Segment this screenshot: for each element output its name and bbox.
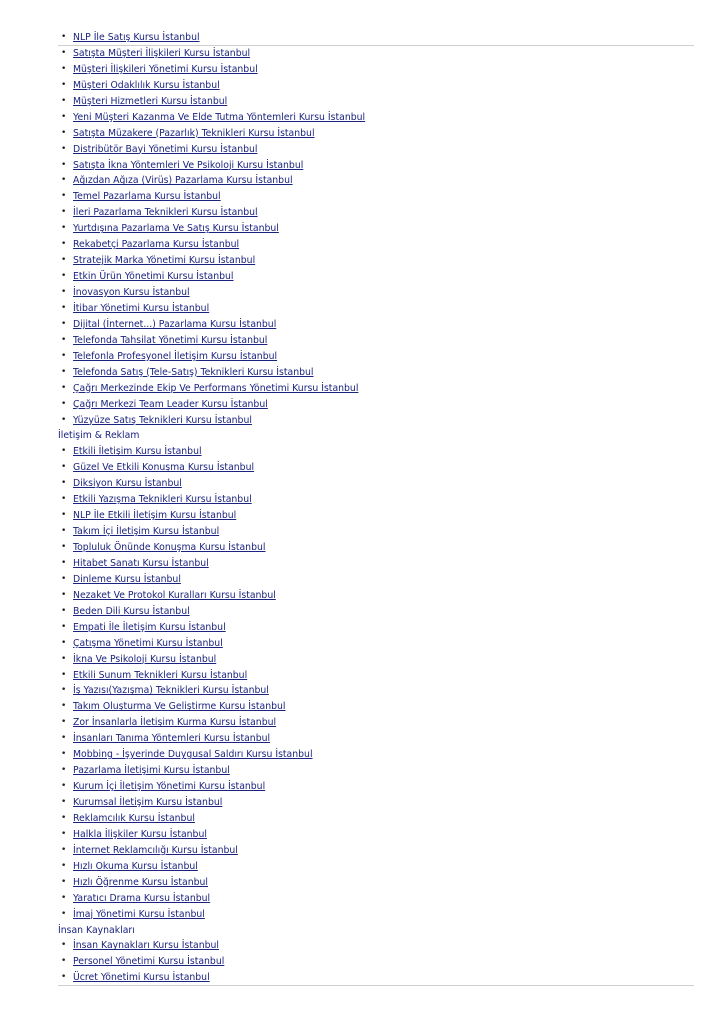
course-link[interactable]: Diksiyon Kursu İstanbul (73, 478, 182, 490)
course-link[interactable]: Etkili Sunum Teknikleri Kursu İstanbul (73, 669, 248, 681)
course-link[interactable]: Dinleme Kursu İstanbul (73, 573, 181, 585)
bullet-icon: • (61, 143, 67, 154)
list-item (58, 763, 694, 779)
list-item (58, 683, 694, 699)
course-link[interactable]: Müşteri Hizmetleri Kursu İstanbul (73, 95, 228, 107)
bullet-icon: • (61, 844, 67, 855)
course-link[interactable]: Personel Yönetimi Kursu İstanbul (73, 956, 225, 968)
list-item (58, 476, 694, 492)
list-item (58, 907, 694, 923)
list-item (58, 173, 694, 189)
list-item (58, 62, 694, 78)
bullet-icon: • (61, 510, 67, 521)
bullet-icon: • (61, 95, 67, 106)
bullet-icon: • (61, 255, 67, 266)
list-item (58, 859, 694, 875)
list-item (58, 46, 694, 62)
course-link[interactable]: Temel Pazarlama Kursu İstanbul (73, 191, 221, 203)
list-item (58, 94, 694, 110)
list-item (58, 572, 694, 588)
bullet-icon: • (61, 717, 67, 728)
bullet-icon: • (61, 111, 67, 122)
course-link[interactable]: İtibar Yönetimi Kursu İstanbul (73, 302, 210, 314)
bullet-icon: • (61, 271, 67, 282)
course-link[interactable]: Distribütör Bayi Yönetimi Kursu İstanbul (73, 143, 258, 155)
list-item (58, 795, 694, 811)
course-link[interactable]: Ağızdan Ağıza (Virüs) Pazarlama Kursu İstanbul (73, 175, 293, 187)
bullet-icon: • (61, 637, 67, 648)
bullet-icon: • (61, 127, 67, 138)
list-item (58, 779, 694, 795)
course-link[interactable]: NLP İle Satış Kursu İstanbul (73, 32, 200, 43)
bullet-icon: • (61, 701, 67, 712)
course-link[interactable]: Hitabet Sanatı Kursu İstanbul (73, 557, 209, 569)
course-link[interactable]: Rekabetçi Pazarlama Kursu İstanbul (73, 239, 240, 251)
bullet-icon: • (61, 350, 67, 361)
course-link[interactable]: Takım Oluşturma Ve Geliştirme Kursu İstanbul (73, 701, 286, 713)
bullet-icon: • (61, 302, 67, 313)
course-link[interactable]: Takım İçi İletişim Kursu İstanbul (73, 526, 220, 538)
list-item (58, 827, 694, 843)
list-item (58, 620, 694, 636)
bullet-icon: • (61, 860, 67, 871)
course-link[interactable]: Telefonda Satış (Tele-Satış) Teknikleri Kursu İstanbul (73, 366, 314, 378)
bullet-icon: • (61, 892, 67, 903)
course-link[interactable]: Yeni Müşteri Kazanma Ve Elde Tutma Yöntemleri Kursu İstanbul (73, 111, 366, 123)
bullet-icon: • (61, 239, 67, 250)
course-link[interactable]: Satışta Müzakere (Pazarlık) Teknikleri Kursu İstanbul (73, 127, 315, 139)
course-link[interactable]: Stratejik Marka Yönetimi Kursu İstanbul (73, 255, 256, 267)
bullet-icon: • (61, 446, 67, 457)
bullet-icon: • (61, 828, 67, 839)
bullet-icon: • (61, 605, 67, 616)
bullet-icon: • (61, 414, 67, 425)
list-item (58, 747, 694, 763)
section-header-label: İnsan Kaynakları (58, 924, 135, 936)
course-link[interactable]: Kurum İçi İletişim Yönetimi Kursu İstanbul (73, 781, 266, 793)
course-link[interactable]: Müşteri İlişkileri Yönetimi Kursu İstanbul (73, 63, 258, 75)
bullet-icon: • (61, 812, 67, 823)
list-item (58, 843, 694, 859)
course-link[interactable]: İnternet Reklamcılığı Kursu İstanbul (73, 844, 238, 856)
course-link[interactable]: İnovasyon Kursu İstanbul (73, 287, 190, 298)
list-item (58, 158, 694, 174)
course-link[interactable]: Etkili Yazışma Teknikleri Kursu İstanbul (73, 494, 252, 506)
list-item (58, 668, 694, 684)
bullet-icon: • (61, 972, 67, 983)
list-item (58, 381, 694, 397)
list-item (58, 205, 694, 221)
course-link[interactable]: Beden Dili Kursu İstanbul (73, 605, 190, 617)
bullet-icon: • (61, 32, 67, 42)
bullet-icon: • (61, 653, 67, 664)
list-item (58, 875, 694, 891)
list-item (58, 397, 694, 413)
list-item (58, 652, 694, 668)
list-item (58, 126, 694, 142)
list-item (58, 30, 694, 46)
course-link[interactable]: İş Yazısı(Yazışma) Teknikleri Kursu İstanbul (73, 685, 269, 697)
bullet-icon: • (61, 526, 67, 537)
course-link[interactable]: Yüzyüze Satış Teknikleri Kursu İstanbul (73, 414, 252, 426)
bullet-icon: • (61, 47, 67, 58)
course-link[interactable]: Kurumsal İletişim Kursu İstanbul (73, 797, 223, 808)
bullet-icon: • (61, 573, 67, 584)
bullet-icon: • (61, 589, 67, 600)
section-header (58, 428, 694, 444)
list-item (58, 938, 694, 954)
list-item (58, 349, 694, 365)
list-item (58, 492, 694, 508)
list-item (58, 524, 694, 540)
bullet-icon: • (61, 557, 67, 568)
course-link[interactable]: Çatışma Yönetimi Kursu İstanbul (73, 637, 223, 649)
bullet-icon: • (61, 685, 67, 696)
section-header (58, 923, 694, 939)
course-link[interactable]: Halkla İlişkiler Kursu İstanbul (73, 828, 207, 840)
course-link[interactable]: NLP İle Etkili İletişim Kursu İstanbul (73, 510, 237, 522)
course-link[interactable]: Etkili İletişim Kursu İstanbul (73, 446, 202, 458)
list-item (58, 604, 694, 620)
bullet-icon: • (61, 159, 67, 170)
list-item (58, 333, 694, 349)
course-link[interactable]: Hızlı Okuma Kursu İstanbul (73, 860, 198, 872)
bullet-icon: • (61, 876, 67, 887)
course-link[interactable]: Müşteri Odaklılık Kursu İstanbul (73, 79, 220, 91)
section-header-label: İletişim & Reklam (58, 430, 140, 442)
list-item (58, 269, 694, 285)
list-item (58, 444, 694, 460)
course-link[interactable]: İnsan Kaynakları Kursu İstanbul (73, 940, 220, 952)
bullet-icon: • (61, 382, 67, 393)
bullet-icon: • (61, 781, 67, 792)
list-item (58, 110, 694, 126)
bullet-icon: • (61, 956, 67, 967)
course-link[interactable]: Ücret Yönetimi Kursu İstanbul (73, 972, 210, 984)
course-list (58, 30, 694, 986)
course-link[interactable]: Topluluk Önünde Konuşma Kursu İstanbul (73, 542, 266, 553)
list-item (58, 891, 694, 907)
bullet-icon: • (61, 398, 67, 409)
course-link[interactable]: İmaj Yönetimi Kursu İstanbul (73, 908, 205, 920)
list-item (58, 317, 694, 333)
list-item (58, 78, 694, 94)
course-link[interactable]: İkna Ve Psikoloji Kursu İstanbul (73, 653, 217, 665)
bullet-icon: • (61, 175, 67, 186)
list-item (58, 365, 694, 381)
list-item (58, 556, 694, 572)
course-link[interactable]: Çağrı Merkezi Team Leader Kursu İstanbul (73, 398, 268, 410)
course-link[interactable]: İnsanları Tanıma Yöntemleri Kursu İstanbul (73, 733, 271, 745)
bullet-icon: • (61, 797, 67, 807)
course-link[interactable]: İleri Pazarlama Teknikleri Kursu İstanbul (73, 207, 258, 219)
list-item (58, 221, 694, 237)
bullet-icon: • (61, 287, 67, 297)
list-item (58, 699, 694, 715)
list-item (58, 731, 694, 747)
course-link[interactable]: Nezaket Ve Protokol Kuralları Kursu İstanbul (73, 589, 276, 601)
course-link[interactable]: Satışta Müşteri İlişkileri Kursu İstanbul (73, 47, 251, 59)
list-item (58, 508, 694, 524)
list-item (58, 460, 694, 476)
list-item (58, 189, 694, 205)
course-link[interactable]: Empati İle İletişim Kursu İstanbul (73, 621, 226, 633)
course-link[interactable]: Telefonda Tahsilat Yönetimi Kursu İstanbul (73, 334, 268, 346)
bullet-icon: • (61, 940, 67, 951)
course-link[interactable]: Hızlı Öğrenme Kursu İstanbul (73, 876, 208, 888)
list-item (58, 970, 694, 986)
bullet-icon: • (61, 462, 67, 473)
course-link[interactable]: Çağrı Merkezinde Ekip Ve Performans Yönetimi Kursu İstanbul (73, 382, 359, 394)
bullet-icon: • (61, 478, 67, 489)
bullet-icon: • (61, 749, 67, 760)
course-link[interactable]: Pazarlama İletişimi Kursu İstanbul (73, 765, 230, 777)
list-item (58, 413, 694, 429)
bullet-icon: • (61, 318, 67, 329)
list-item (58, 954, 694, 970)
course-link[interactable]: Yurtdışına Pazarlama Ve Satış Kursu İstanbul (73, 223, 279, 235)
bullet-icon: • (61, 334, 67, 345)
course-link[interactable]: Mobbing - İşyerinde Duygusal Saldırı Kursu İstanbul (73, 749, 313, 761)
course-link[interactable]: Reklamcılık Kursu İstanbul (73, 812, 195, 824)
course-link[interactable]: Yaratıcı Drama Kursu İstanbul (73, 892, 211, 904)
bullet-icon: • (61, 207, 67, 218)
course-link[interactable]: Zor İnsanlarla İletişim Kurma Kursu İstanbul (73, 717, 277, 729)
bullet-icon: • (61, 621, 67, 632)
bullet-icon: • (61, 191, 67, 202)
course-link[interactable]: Telefonla Profesyonel İletişim Kursu İstanbul (73, 350, 278, 362)
bullet-icon: • (61, 494, 67, 505)
course-link[interactable]: Etkin Ürün Yönetimi Kursu İstanbul (73, 271, 234, 283)
bullet-icon: • (61, 63, 67, 74)
course-link[interactable]: Dijital (İnternet...) Pazarlama Kursu İstanbul (73, 318, 277, 330)
bullet-icon: • (61, 669, 67, 680)
list-item (58, 142, 694, 158)
list-item (58, 285, 694, 301)
list-item (58, 301, 694, 317)
list-item (58, 253, 694, 269)
list-item (58, 237, 694, 253)
course-link[interactable]: Satışta İkna Yöntemleri Ve Psikoloji Kursu İstanbul (73, 159, 304, 171)
course-link[interactable]: Güzel Ve Etkili Konuşma Kursu İstanbul (73, 462, 255, 474)
list-item (58, 636, 694, 652)
bullet-icon: • (61, 223, 67, 234)
list-item (58, 811, 694, 827)
bullet-icon: • (61, 765, 67, 776)
list-item (58, 588, 694, 604)
bullet-icon: • (61, 366, 67, 377)
bullet-icon: • (61, 908, 67, 919)
bullet-icon: • (61, 542, 67, 552)
bullet-icon: • (61, 733, 67, 744)
list-item (58, 715, 694, 731)
list-item (58, 540, 694, 556)
bullet-icon: • (61, 79, 67, 90)
